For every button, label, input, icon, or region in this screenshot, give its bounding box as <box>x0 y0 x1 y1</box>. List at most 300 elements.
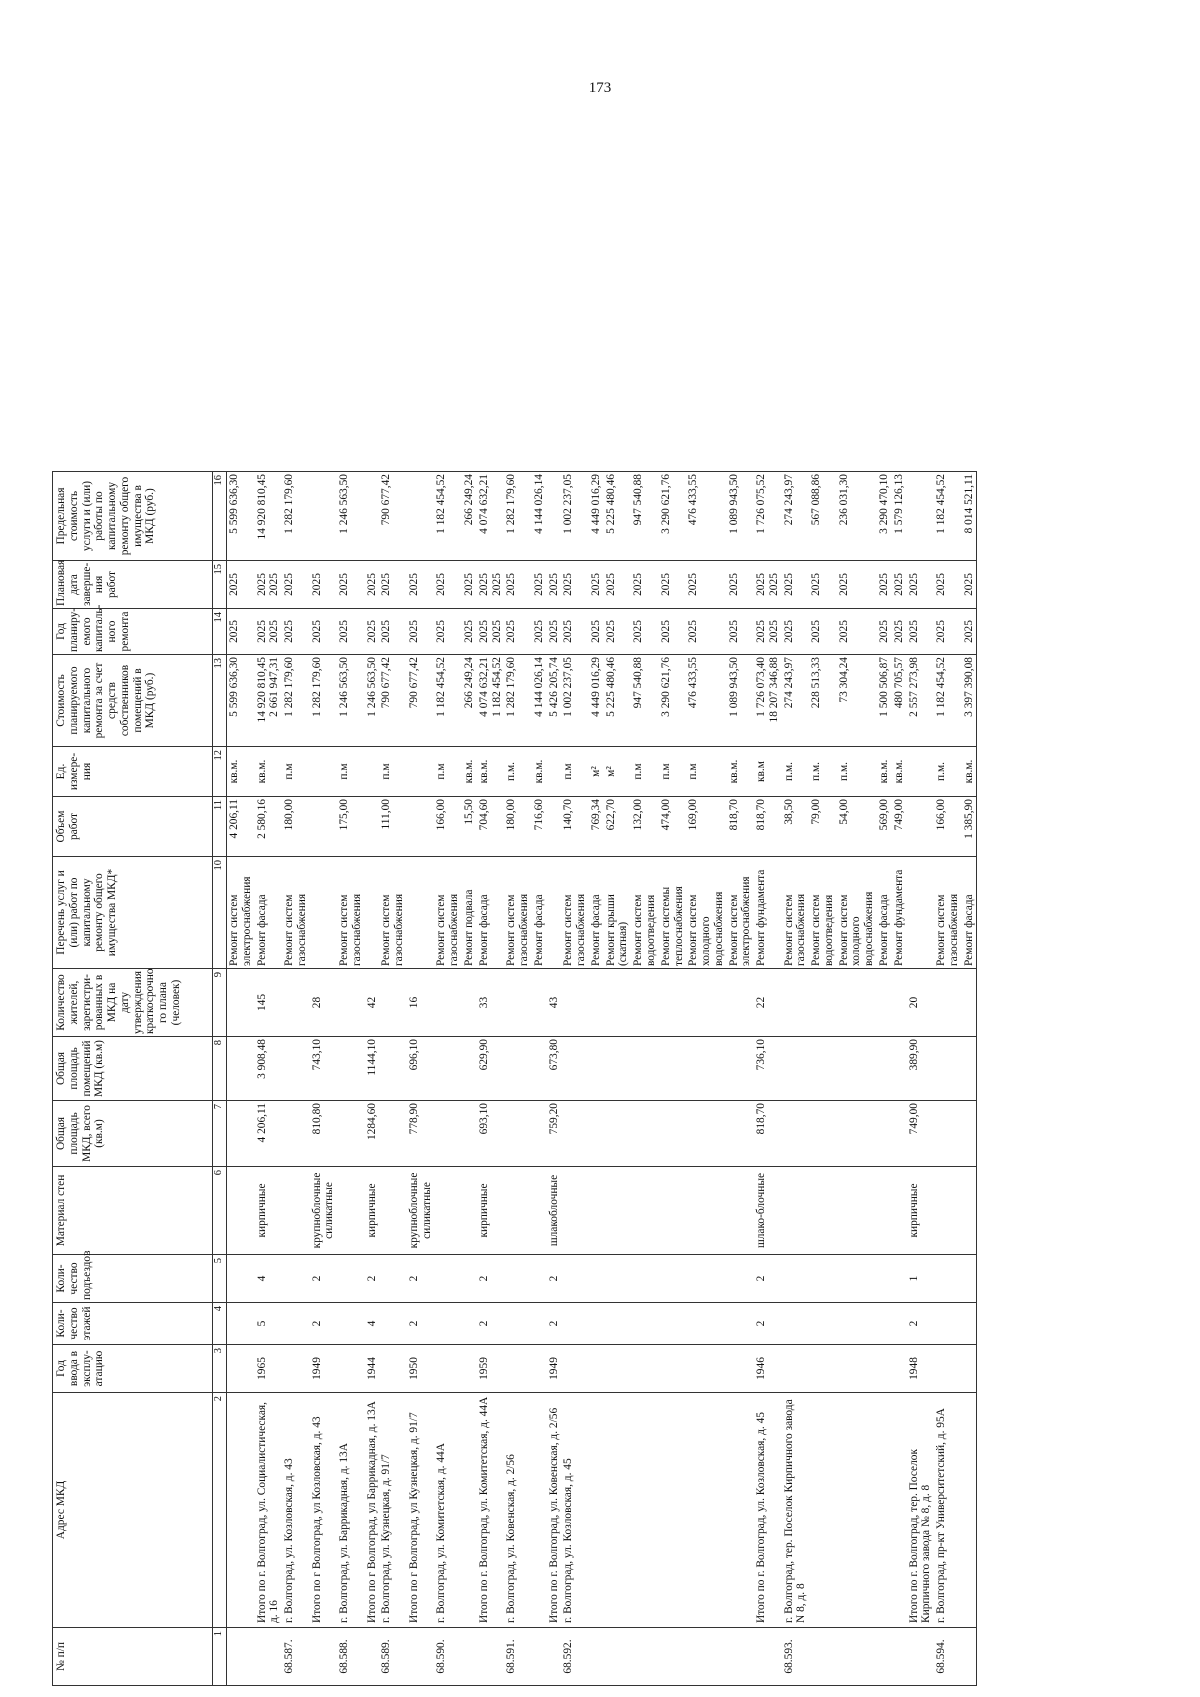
header-cell: Материал стен <box>53 1167 213 1255</box>
premises-area-cell <box>379 1037 407 1101</box>
row-number-cell <box>477 1628 505 1686</box>
floors-cell <box>604 1303 632 1345</box>
total-area-cell <box>282 1101 310 1167</box>
row-number-cell <box>407 1628 435 1686</box>
work-volume-cell <box>907 797 935 857</box>
row-number-cell <box>892 1628 907 1686</box>
max-cost-cell: 5 599 636,30 <box>227 472 255 561</box>
table-row <box>837 472 877 1686</box>
premises-area-cell <box>809 1037 837 1101</box>
completion-date-cell: 2025 <box>659 561 687 609</box>
header-cell: Адрес МКД <box>53 1393 213 1628</box>
work-volume-cell: 175,00 <box>337 797 365 857</box>
table-row <box>282 472 310 1686</box>
column-number: 5 <box>213 1255 227 1303</box>
work-volume-cell: 15,50 <box>462 797 477 857</box>
unit-cell: кв.м. <box>962 747 977 797</box>
entrances-cell <box>727 1255 755 1303</box>
work-volume-cell <box>310 797 338 857</box>
repair-cost-cell: 266 249,24 <box>462 655 477 747</box>
address-cell: г. Волгоград, пр-кт Университетский, д. 95А <box>934 1393 962 1628</box>
table-row <box>892 472 907 1686</box>
total-area-cell <box>659 1101 687 1167</box>
wall-material-cell <box>892 1167 907 1255</box>
repair-year-cell: 2025 <box>686 609 726 655</box>
work-type-cell: Ремонт подвала <box>462 857 477 969</box>
entrances-cell <box>337 1255 365 1303</box>
total-area-cell <box>631 1101 659 1167</box>
wall-material-cell <box>782 1167 810 1255</box>
repair-year-cell: 2025 <box>877 609 892 655</box>
unit-cell: кв.м. <box>532 747 547 797</box>
column-number: 7 <box>213 1101 227 1167</box>
residents-cell <box>379 969 407 1037</box>
repair-year-cell: 2025 <box>462 609 477 655</box>
unit-cell: п.м <box>282 747 310 797</box>
column-number: 15 <box>213 561 227 609</box>
work-volume-cell: 166,00 <box>934 797 962 857</box>
residents-cell: 33 <box>477 969 505 1037</box>
table-row <box>434 472 462 1686</box>
address-cell <box>962 1393 977 1628</box>
year-built-cell <box>462 1345 477 1393</box>
floors-cell <box>379 1303 407 1345</box>
address-cell: г. Волгоград, ул. Козловская, д. 43 <box>282 1393 310 1628</box>
row-number-cell <box>877 1628 892 1686</box>
residents-cell: 22 <box>754 969 782 1037</box>
repair-cost-cell: 4 144 026,14 <box>532 655 547 747</box>
max-cost-cell: 4 074 632,21 <box>477 472 505 561</box>
max-cost-cell: 14 920 810,45 <box>255 472 283 561</box>
residents-cell <box>434 969 462 1037</box>
year-built-cell <box>837 1345 877 1393</box>
residents-cell <box>934 969 962 1037</box>
completion-date-cell: 2025 <box>782 561 810 609</box>
work-type-cell <box>365 857 380 969</box>
entrances-cell <box>877 1255 892 1303</box>
total-area-cell <box>727 1101 755 1167</box>
unit-cell: кв.м. <box>877 747 892 797</box>
column-number: 12 <box>213 747 227 797</box>
address-cell: Итого по г. Волгоград, ул. Комитетская, д. 44А <box>477 1393 505 1628</box>
premises-area-cell <box>282 1037 310 1101</box>
repair-year-cell: 2025 <box>434 609 462 655</box>
header-cell: Коли-чество этажей <box>53 1303 213 1345</box>
unit-cell: п.м <box>631 747 659 797</box>
repair-year-cell: 2025 <box>282 609 310 655</box>
max-cost-cell <box>407 472 435 561</box>
unit-cell: п.м. <box>782 747 810 797</box>
entrances-cell: 2 <box>310 1255 338 1303</box>
total-area-cell <box>337 1101 365 1167</box>
total-area-cell <box>782 1101 810 1167</box>
total-area-cell: 818,70 <box>754 1101 782 1167</box>
row-number-cell: 68.590. <box>434 1628 462 1686</box>
year-built-cell <box>337 1345 365 1393</box>
residents-cell <box>561 969 589 1037</box>
year-built-cell <box>782 1345 810 1393</box>
completion-date-cell: 2025 2025 <box>477 561 505 609</box>
total-area-cell <box>809 1101 837 1167</box>
year-built-cell: 1950 <box>407 1345 435 1393</box>
row-number-cell <box>631 1628 659 1686</box>
wall-material-cell: шлакоблочные <box>547 1167 562 1255</box>
row-number-cell <box>907 1628 935 1686</box>
table-row <box>631 472 659 1686</box>
max-cost-cell: 8 014 521,11 <box>962 472 977 561</box>
completion-date-cell: 2025 <box>561 561 589 609</box>
floors-cell <box>227 1303 255 1345</box>
address-cell <box>631 1393 659 1628</box>
entrances-cell <box>282 1255 310 1303</box>
unit-cell: п.м. <box>934 747 962 797</box>
premises-area-cell <box>337 1037 365 1101</box>
residents-cell <box>877 969 892 1037</box>
entrances-cell: 2 <box>365 1255 380 1303</box>
total-area-cell <box>434 1101 462 1167</box>
work-type-cell: Ремонт фасада <box>962 857 977 969</box>
column-number: 6 <box>213 1167 227 1255</box>
repair-year-cell: 2025 2025 <box>477 609 505 655</box>
repair-cost-cell: 1 002 237,05 <box>561 655 589 747</box>
wall-material-cell <box>504 1167 532 1255</box>
table-row <box>365 472 380 1686</box>
repair-year-cell: 2025 <box>310 609 338 655</box>
work-volume-cell: 132,00 <box>631 797 659 857</box>
address-cell <box>589 1393 604 1628</box>
total-area-cell <box>227 1101 255 1167</box>
premises-area-cell: 389,90 <box>907 1037 935 1101</box>
repair-year-cell: 2025 <box>727 609 755 655</box>
unit-cell: м² <box>604 747 632 797</box>
repair-year-cell: 2025 <box>532 609 547 655</box>
capital-repair-table <box>52 471 977 1686</box>
repair-cost-cell: 2 557 273,98 <box>907 655 935 747</box>
row-number-cell <box>310 1628 338 1686</box>
entrances-cell <box>962 1255 977 1303</box>
column-number: 11 <box>213 797 227 857</box>
work-volume-cell: 569,00 <box>877 797 892 857</box>
entrances-cell <box>227 1255 255 1303</box>
row-number-cell: 68.592. <box>561 1628 589 1686</box>
table-body <box>227 472 977 1686</box>
work-volume-cell: 474,00 <box>659 797 687 857</box>
header-cell: Общая площадь МКД, всего (кв.м) <box>53 1101 213 1167</box>
work-type-cell: Ремонт фасада <box>877 857 892 969</box>
entrances-cell <box>434 1255 462 1303</box>
row-number-cell <box>227 1628 255 1686</box>
year-built-cell <box>504 1345 532 1393</box>
address-cell: г. Волгоград, ул. Баррикадная, д. 13А <box>337 1393 365 1628</box>
address-cell: г. Волгоград, ул. Кузнецкая, д. 91/7 <box>379 1393 407 1628</box>
work-type-cell <box>407 857 435 969</box>
row-number-cell <box>604 1628 632 1686</box>
year-built-cell <box>934 1345 962 1393</box>
work-volume-cell: 622,70 <box>604 797 632 857</box>
entrances-cell: 2 <box>547 1255 562 1303</box>
residents-cell <box>892 969 907 1037</box>
work-volume-cell: 704,60 <box>477 797 505 857</box>
header-cell: Количество жителей, зарегистри-рованных в МКД на дату утверждения краткосрочно го плана (человек) <box>53 969 213 1037</box>
entrances-cell: 1 <box>907 1255 935 1303</box>
residents-cell <box>631 969 659 1037</box>
address-cell <box>686 1393 726 1628</box>
address-cell <box>532 1393 547 1628</box>
table-row <box>877 472 892 1686</box>
floors-cell <box>686 1303 726 1345</box>
total-area-cell <box>379 1101 407 1167</box>
premises-area-cell: 1144,10 <box>365 1037 380 1101</box>
work-volume-cell: 140,70 <box>561 797 589 857</box>
premises-area-cell <box>631 1037 659 1101</box>
completion-date-cell: 2025 <box>686 561 726 609</box>
repair-year-cell: 2025 <box>561 609 589 655</box>
address-cell: г. Волгоград, ул. Ковенская, д. 2/56 <box>504 1393 532 1628</box>
address-cell <box>727 1393 755 1628</box>
total-area-cell <box>877 1101 892 1167</box>
floors-cell: 2 <box>477 1303 505 1345</box>
table-row <box>686 472 726 1686</box>
entrances-cell <box>934 1255 962 1303</box>
residents-cell <box>727 969 755 1037</box>
total-area-cell: 1284,60 <box>365 1101 380 1167</box>
max-cost-cell: 790 677,42 <box>379 472 407 561</box>
completion-date-cell: 2025 <box>365 561 380 609</box>
table-row <box>532 472 547 1686</box>
wall-material-cell <box>462 1167 477 1255</box>
header-cell: Год ввода в эксплу-атацию <box>53 1345 213 1393</box>
column-number: 13 <box>213 655 227 747</box>
year-built-cell <box>604 1345 632 1393</box>
table-row <box>504 472 532 1686</box>
residents-cell <box>962 969 977 1037</box>
repair-year-cell: 2025 <box>589 609 604 655</box>
floors-cell <box>462 1303 477 1345</box>
total-area-cell <box>504 1101 532 1167</box>
header-cell: Предельная стоимость услуги и (или) работы по капитальному ремонту общего имущества в МКД (руб.) <box>53 472 213 561</box>
floors-cell <box>877 1303 892 1345</box>
residents-cell <box>686 969 726 1037</box>
residents-cell: 42 <box>365 969 380 1037</box>
entrances-cell <box>782 1255 810 1303</box>
unit-cell: кв.м. <box>227 747 255 797</box>
unit-cell <box>310 747 338 797</box>
completion-date-cell: 2025 <box>837 561 877 609</box>
entrances-cell <box>462 1255 477 1303</box>
repair-year-cell: 2025 <box>631 609 659 655</box>
premises-area-cell: 629,90 <box>477 1037 505 1101</box>
premises-area-cell <box>561 1037 589 1101</box>
work-type-cell: Ремонт систем газоснабжения <box>337 857 365 969</box>
entrances-cell <box>589 1255 604 1303</box>
premises-area-cell <box>659 1037 687 1101</box>
completion-date-cell: 2025 2025 <box>255 561 283 609</box>
total-area-cell <box>589 1101 604 1167</box>
max-cost-cell <box>310 472 338 561</box>
work-type-cell: Ремонт систем холодного водоснабжения <box>686 857 726 969</box>
column-number: 1 <box>213 1628 227 1686</box>
address-cell: Итого по г. Волгоград, тер. Поселок Кирпичного завода № 8, д. 8 <box>907 1393 935 1628</box>
unit-cell: п.м <box>561 747 589 797</box>
residents-cell: 16 <box>407 969 435 1037</box>
premises-area-cell <box>504 1037 532 1101</box>
repair-cost-cell: 1 282 179,60 <box>310 655 338 747</box>
wall-material-cell <box>659 1167 687 1255</box>
table-row <box>604 472 632 1686</box>
premises-area-cell <box>727 1037 755 1101</box>
table-row <box>782 472 810 1686</box>
premises-area-cell <box>837 1037 877 1101</box>
year-built-cell: 1944 <box>365 1345 380 1393</box>
total-area-cell <box>686 1101 726 1167</box>
completion-date-cell: 2025 <box>407 561 435 609</box>
residents-cell <box>782 969 810 1037</box>
address-cell: Итого по г. Волгоград, ул. Ковенская, д. 2/56 <box>547 1393 562 1628</box>
floors-cell: 2 <box>547 1303 562 1345</box>
unit-cell: кв.м. <box>892 747 907 797</box>
max-cost-cell: 3 290 621,76 <box>659 472 687 561</box>
completion-date-cell: 2025 <box>547 561 562 609</box>
repair-cost-cell: 1 182 454,52 <box>434 655 462 747</box>
row-number-cell <box>686 1628 726 1686</box>
entrances-cell <box>379 1255 407 1303</box>
repair-cost-cell: 5 599 636,30 <box>227 655 255 747</box>
floors-cell <box>337 1303 365 1345</box>
entrances-cell <box>659 1255 687 1303</box>
repair-cost-cell: 1 500 506,87 <box>877 655 892 747</box>
unit-cell: кв.м <box>754 747 782 797</box>
work-volume-cell: 2 580,16 <box>255 797 283 857</box>
wall-material-cell: кирпичные <box>255 1167 283 1255</box>
wall-material-cell <box>434 1167 462 1255</box>
premises-area-cell <box>892 1037 907 1101</box>
address-cell: Итого по г Волгоград, ул Кузнецкая, д. 91/7 <box>407 1393 435 1628</box>
wall-material-cell <box>282 1167 310 1255</box>
work-type-cell: Ремонт крыши (скатная) <box>604 857 632 969</box>
table-row <box>934 472 962 1686</box>
work-type-cell: Ремонт систем газоснабжения <box>561 857 589 969</box>
max-cost-cell: 3 290 470,10 <box>877 472 892 561</box>
total-area-cell <box>962 1101 977 1167</box>
premises-area-cell: 743,10 <box>310 1037 338 1101</box>
repair-cost-cell: 73 304,24 <box>837 655 877 747</box>
wall-material-cell <box>532 1167 547 1255</box>
floors-cell: 4 <box>365 1303 380 1345</box>
page-number: 173 <box>588 80 612 96</box>
floors-cell <box>892 1303 907 1345</box>
completion-date-cell: 2025 <box>934 561 962 609</box>
year-built-cell <box>227 1345 255 1393</box>
table-row <box>337 472 365 1686</box>
max-cost-cell: 4 144 026,14 <box>532 472 547 561</box>
year-built-cell <box>631 1345 659 1393</box>
repair-cost-cell: 1 246 563,50 <box>365 655 380 747</box>
repair-year-cell: 2025 <box>407 609 435 655</box>
entrances-cell: 2 <box>754 1255 782 1303</box>
residents-cell <box>604 969 632 1037</box>
row-number-cell: 68.587. <box>282 1628 310 1686</box>
unit-cell: кв.м. <box>477 747 505 797</box>
header-cell: Стоимость планируемого капитального ремонта за счет средств собственников помещений в МКД (руб.) <box>53 655 213 747</box>
year-built-cell <box>282 1345 310 1393</box>
max-cost-cell: 4 449 016,29 <box>589 472 604 561</box>
max-cost-cell <box>365 472 380 561</box>
repair-cost-cell: 228 513,33 <box>809 655 837 747</box>
total-area-cell: 810,80 <box>310 1101 338 1167</box>
residents-cell: 28 <box>310 969 338 1037</box>
table-row <box>255 472 283 1686</box>
row-number-cell <box>462 1628 477 1686</box>
repair-cost-cell: 1 182 454,52 <box>934 655 962 747</box>
floors-cell <box>962 1303 977 1345</box>
max-cost-cell: 1 579 126,13 <box>892 472 907 561</box>
row-number-cell <box>532 1628 547 1686</box>
wall-material-cell: крупноблочные силикатные <box>310 1167 338 1255</box>
floors-cell <box>837 1303 877 1345</box>
completion-date-cell: 2025 <box>727 561 755 609</box>
row-number-cell: 68.593. <box>782 1628 810 1686</box>
repair-cost-cell: 1 089 943,50 <box>727 655 755 747</box>
floors-cell <box>934 1303 962 1345</box>
residents-cell <box>532 969 547 1037</box>
residents-cell <box>589 969 604 1037</box>
column-number: 3 <box>213 1345 227 1393</box>
residents-cell <box>462 969 477 1037</box>
work-volume-cell <box>365 797 380 857</box>
premises-area-cell <box>877 1037 892 1101</box>
work-volume-cell: 54,00 <box>837 797 877 857</box>
total-area-cell <box>934 1101 962 1167</box>
total-area-cell: 693,10 <box>477 1101 505 1167</box>
column-number: 2 <box>213 1393 227 1628</box>
max-cost-cell <box>547 472 562 561</box>
max-cost-cell: 266 249,24 <box>462 472 477 561</box>
address-cell <box>837 1393 877 1628</box>
premises-area-cell: 736,10 <box>754 1037 782 1101</box>
header-cell: Плановая дата заверше-ния работ <box>53 561 213 609</box>
total-area-cell: 749,00 <box>907 1101 935 1167</box>
repair-cost-cell: 1 282 179,60 <box>504 655 532 747</box>
wall-material-cell <box>809 1167 837 1255</box>
max-cost-cell: 1 182 454,52 <box>934 472 962 561</box>
completion-date-cell: 2025 <box>282 561 310 609</box>
total-area-cell <box>892 1101 907 1167</box>
row-number-cell <box>255 1628 283 1686</box>
floors-cell <box>504 1303 532 1345</box>
wall-material-cell <box>227 1167 255 1255</box>
year-built-cell <box>877 1345 892 1393</box>
max-cost-cell: 1 089 943,50 <box>727 472 755 561</box>
table-row <box>407 472 435 1686</box>
unit-cell <box>907 747 935 797</box>
total-area-cell <box>837 1101 877 1167</box>
year-built-cell: 1959 <box>477 1345 505 1393</box>
total-area-cell <box>462 1101 477 1167</box>
premises-area-cell <box>462 1037 477 1101</box>
entrances-cell: 2 <box>407 1255 435 1303</box>
table-row <box>659 472 687 1686</box>
completion-date-cell: 2025 <box>379 561 407 609</box>
table-row <box>754 472 782 1686</box>
table-row <box>561 472 589 1686</box>
work-volume-cell: 818,70 <box>754 797 782 857</box>
work-volume-cell: 180,00 <box>282 797 310 857</box>
premises-area-cell <box>434 1037 462 1101</box>
address-cell: Итого по г Волгоград, ул Козловская, д. 43 <box>310 1393 338 1628</box>
repair-year-cell: 2025 <box>934 609 962 655</box>
row-number-cell <box>589 1628 604 1686</box>
address-cell <box>809 1393 837 1628</box>
